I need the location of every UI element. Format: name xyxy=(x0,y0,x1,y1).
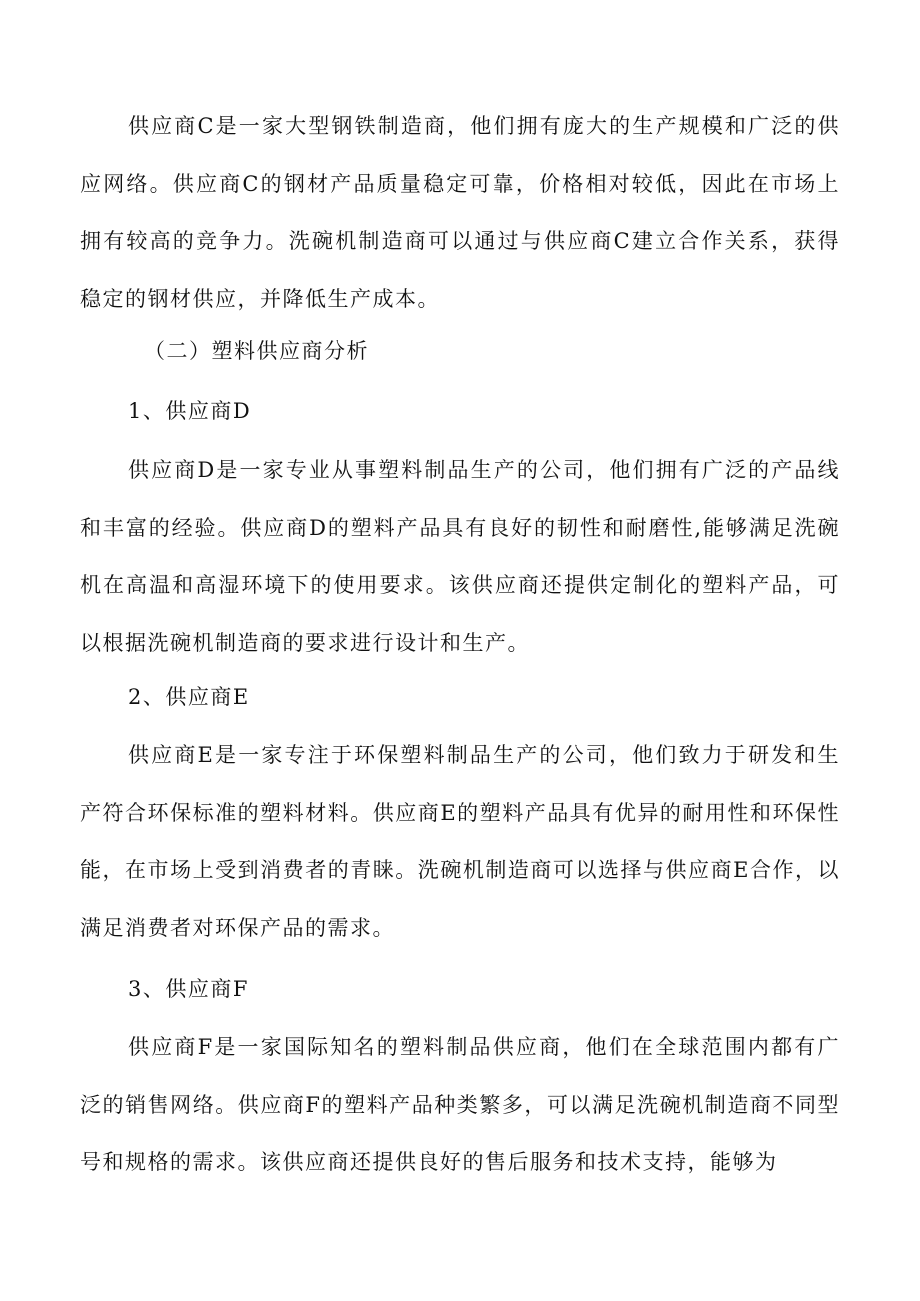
paragraph-supplier-d: 供应商D是一家专业从事塑料制品生产的公司，他们拥有广泛的产品线和丰富的经验。供应商D的塑料产品具有良好的韧性和耐磨性,能够满足洗碗机在高温和高湿环境下的使用要求。该供应商还提供定制化的塑料产品，可以根据洗碗机制造商的要求进行设计和生产。 xyxy=(80,458,840,655)
paragraph-supplier-c: 供应商C是一家大型钢铁制造商，他们拥有庞大的生产规模和广泛的供应网络。供应商C的钢材产品质量稳定可靠，价格相对较低，因此在市场上拥有较高的竞争力。洗碗机制造商可以通过与供应商C建立合作关系，获得稳定的钢材供应，并降低生产成本。 xyxy=(80,114,840,311)
paragraph-supplier-e: 供应商E是一家专注于环保塑料制品生产的公司，他们致力于研发和生产符合环保标准的塑料材料。供应商E的塑料产品具有优异的耐用性和环保性能，在市场上受到消费者的青睐。洗碗机制造商可以选择与供应商E合作，以满足消费者对环保产品的需求。 xyxy=(80,743,840,940)
heading-supplier-e: 2、供应商E xyxy=(128,685,250,709)
paragraph-supplier-f: 供应商F是一家国际知名的塑料制品供应商，他们在全球范围内都有广泛的销售网络。供应商F的塑料产品种类繁多，可以满足洗碗机制造商不同型号和规格的需求。该供应商还提供良好的售后服务和技术支持，能够为 xyxy=(80,1035,840,1174)
section-heading-plastic-suppliers: （二）塑料供应商分析 xyxy=(144,339,369,363)
heading-supplier-d: 1、供应商D xyxy=(128,399,252,423)
heading-supplier-f: 3、供应商F xyxy=(128,977,249,1001)
